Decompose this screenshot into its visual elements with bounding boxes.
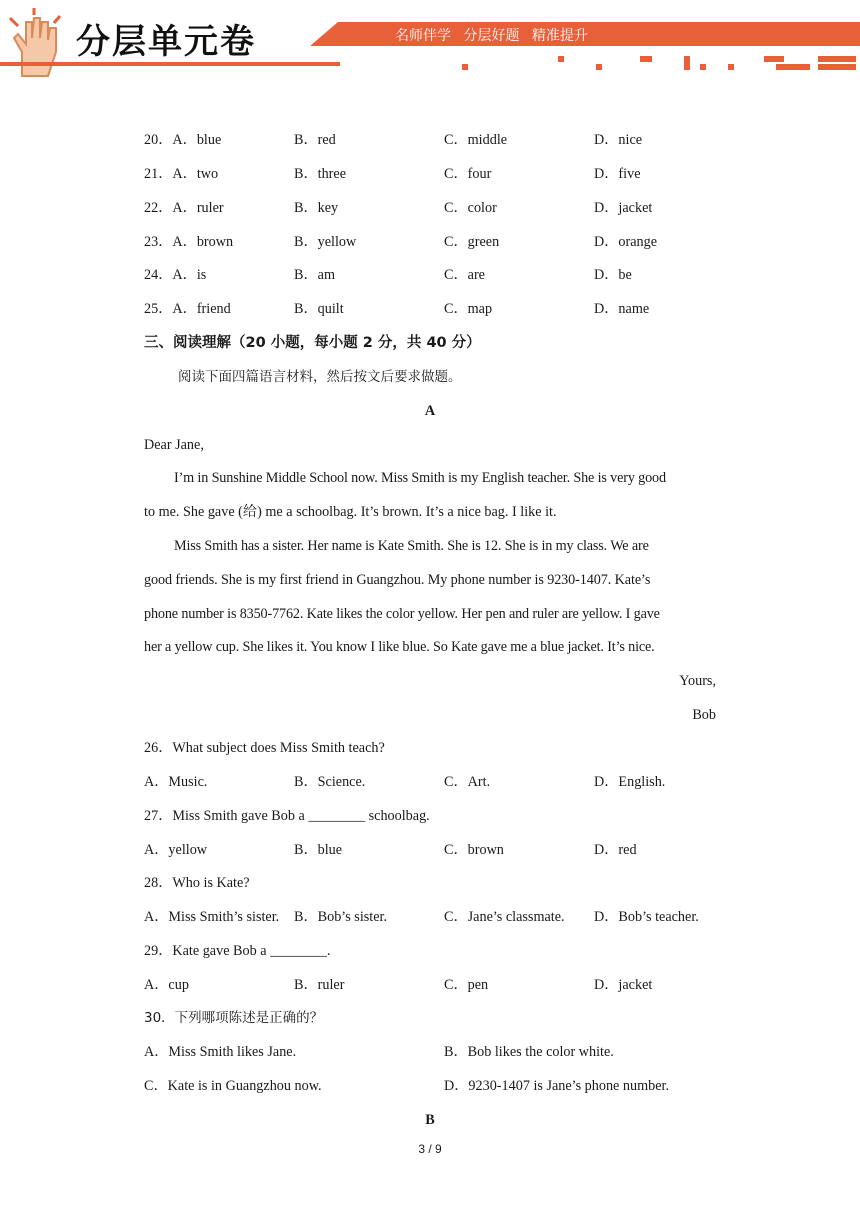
- header-banner: [0, 0, 860, 80]
- question-stem: 27．Miss Smith gave Bob a ________ schoolbag.: [144, 808, 430, 824]
- option-d: D．jacket: [594, 977, 653, 993]
- option-a: A．brown: [172, 234, 234, 250]
- banner-underline: [0, 62, 340, 66]
- letter-greeting: Dear Jane,: [144, 437, 204, 453]
- option-c: C．four: [444, 166, 492, 182]
- passage-line: to me. She gave (给) me a schoolbag. It’s brown. It’s a nice bag. I like it.: [144, 504, 557, 520]
- question-options: [144, 975, 716, 995]
- page-number: 3 / 9: [418, 1142, 442, 1156]
- question-stem: 26．What subject does Miss Smith teach?: [144, 740, 385, 756]
- option-b: B．Science.: [294, 774, 366, 790]
- option-a: A．is: [172, 267, 207, 283]
- item-number: 23．: [144, 234, 173, 250]
- vocab-item: [144, 164, 716, 184]
- letter-closing: Yours,: [679, 673, 716, 689]
- decor-dot: [462, 64, 468, 70]
- decor-dot: [700, 64, 706, 70]
- decor-dot: [728, 64, 734, 70]
- option-c: C．brown: [444, 842, 504, 858]
- option-a: A．friend: [172, 301, 231, 317]
- option-a: A．cup: [144, 977, 189, 993]
- item-number: 20．: [144, 132, 173, 148]
- passage-line: phone number is 8350-7762. Kate likes the color yellow. Her pen and ruler are yellow. I gave: [144, 606, 660, 622]
- option-d: D．red: [594, 842, 637, 858]
- option-b: B．ruler: [294, 977, 345, 993]
- option-c: C．pen: [444, 977, 489, 993]
- option-a: A．yellow: [144, 842, 208, 858]
- option-d: D．name: [594, 301, 650, 317]
- vocab-item: [144, 198, 716, 218]
- vocab-item: [144, 232, 716, 252]
- question-stem: 30．下列哪项陈述是正确的？: [144, 1010, 324, 1026]
- option-b: B．red: [294, 132, 336, 148]
- vocab-item: [144, 299, 716, 319]
- section-instruction: 阅读下面四篇语言材料，然后按文后要求做题。: [178, 369, 462, 385]
- item-number: 22．: [144, 200, 173, 216]
- passage-line: I’m in Sunshine Middle School now. Miss Smith is my English teacher. She is very good: [174, 470, 666, 486]
- question-options: [144, 840, 716, 860]
- banner-slogan: 名师伴学 分层好题 精准提升: [395, 28, 588, 44]
- vocab-item: [144, 130, 716, 150]
- option-b: B．Bob likes the color white.: [444, 1044, 614, 1060]
- decor-dot: [818, 56, 856, 62]
- passage-line: her a yellow cup. She likes it. You know I like blue. So Kate gave me a blue jacket. It’s nice.: [144, 639, 655, 655]
- passage-label: A: [424, 403, 436, 419]
- option-d: D．five: [594, 166, 641, 182]
- option-b: B．yellow: [294, 234, 357, 250]
- option-d: D．jacket: [594, 200, 653, 216]
- item-number: 24．: [144, 267, 173, 283]
- option-c: C．Jane’s classmate.: [444, 909, 565, 925]
- option-c: C．green: [444, 234, 500, 250]
- decor-dot: [776, 64, 810, 70]
- option-c: C．Art.: [444, 774, 491, 790]
- vocab-item: [144, 265, 716, 285]
- option-d: D．Bob’s teacher.: [594, 909, 699, 925]
- option-a: A．blue: [172, 132, 222, 148]
- decor-dot: [640, 56, 652, 62]
- option-c: C．color: [444, 200, 497, 216]
- option-d: D．be: [594, 267, 632, 283]
- option-a: A．two: [172, 166, 219, 182]
- option-b: B．am: [294, 267, 335, 283]
- option-b: B．key: [294, 200, 339, 216]
- question-options: [144, 772, 716, 792]
- fist-logo-icon: [4, 8, 66, 78]
- section-heading: 三、阅读理解（20 小题，每小题 2 分，共 40 分）: [144, 335, 481, 351]
- letter-signature: Bob: [692, 707, 716, 723]
- option-c: C．are: [444, 267, 485, 283]
- item-number: 25．: [144, 301, 173, 317]
- option-b: B．Bob’s sister.: [294, 909, 388, 925]
- passage-label: B: [425, 1112, 435, 1128]
- option-a: A．Music.: [144, 774, 208, 790]
- item-number: 21．: [144, 166, 173, 182]
- option-c: C．middle: [444, 132, 508, 148]
- option-c: C．Kate is in Guangzhou now.: [144, 1078, 322, 1094]
- question-options: [144, 1042, 716, 1062]
- decor-dot: [764, 56, 784, 62]
- option-b: B．blue: [294, 842, 343, 858]
- option-d: D．9230-1407 is Jane’s phone number.: [444, 1078, 670, 1094]
- option-d: D．orange: [594, 234, 658, 250]
- option-d: D．nice: [594, 132, 643, 148]
- option-a: A．Miss Smith likes Jane.: [144, 1044, 297, 1060]
- decor-dot: [596, 64, 602, 70]
- option-b: B．quilt: [294, 301, 344, 317]
- passage-line: good friends. She is my first friend in Guangzhou. My phone number is 9230-1407. Kate’s: [144, 572, 651, 588]
- option-a: A．ruler: [172, 200, 224, 216]
- option-c: C．map: [444, 301, 493, 317]
- option-a: A．Miss Smith’s sister.: [144, 909, 280, 925]
- question-options: [144, 907, 716, 927]
- passage-line: Miss Smith has a sister. Her name is Kate Smith. She is 12. She is in my class. We are: [174, 538, 649, 554]
- question-options: [144, 1076, 716, 1096]
- decor-dot: [558, 56, 564, 62]
- decor-dot: [818, 64, 856, 70]
- question-stem: 29．Kate gave Bob a ________.: [144, 943, 331, 959]
- option-b: B．three: [294, 166, 347, 182]
- option-d: D．English.: [594, 774, 666, 790]
- banner-title: 分层单元卷: [76, 22, 256, 62]
- decor-dot: [684, 56, 690, 70]
- question-stem: 28．Who is Kate?: [144, 875, 250, 891]
